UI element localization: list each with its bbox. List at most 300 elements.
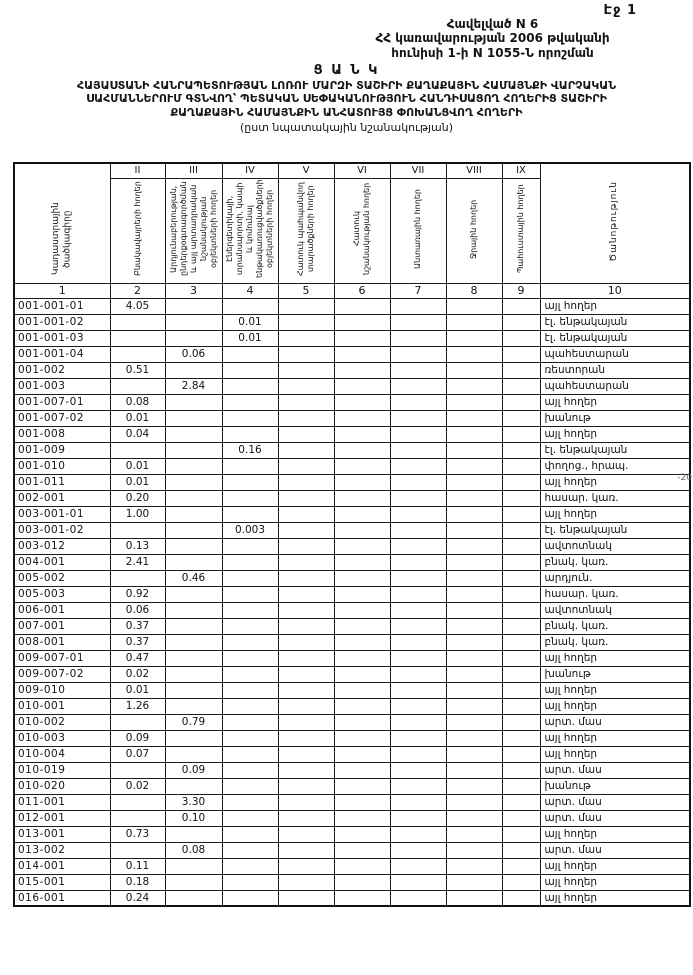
cadastral-code-cell: 005-003 bbox=[14, 586, 110, 602]
area-value-cell bbox=[446, 298, 502, 314]
area-value-cell bbox=[110, 762, 165, 778]
table-row bbox=[14, 570, 690, 586]
area-value-cell bbox=[390, 858, 446, 874]
area-value-cell bbox=[222, 586, 278, 602]
table-row bbox=[14, 602, 690, 618]
column-number: 9 bbox=[502, 283, 540, 298]
document-title-block bbox=[0, 63, 693, 134]
area-value-cell bbox=[222, 618, 278, 634]
area-value-cell bbox=[222, 826, 278, 842]
area-value-cell bbox=[222, 890, 278, 906]
area-value-cell: 0.003 bbox=[222, 522, 278, 538]
table-row bbox=[14, 538, 690, 554]
cadastral-code-cell: 001-009 bbox=[14, 442, 110, 458]
area-value-cell bbox=[110, 522, 165, 538]
area-value-cell bbox=[334, 554, 390, 570]
margin-annotation: -20 bbox=[677, 473, 692, 483]
area-value-cell bbox=[502, 778, 540, 794]
area-value-cell bbox=[165, 634, 222, 650]
cadastral-code-cell: 001-010 bbox=[14, 458, 110, 474]
area-value-cell bbox=[165, 394, 222, 410]
area-value-cell bbox=[390, 378, 446, 394]
area-value-cell bbox=[222, 842, 278, 858]
area-value-cell bbox=[278, 490, 334, 506]
area-value-cell bbox=[390, 458, 446, 474]
title-line: ՔԱՂԱՔԱՅԻՆ ՀԱՄԱՅՆՔԻՆ ԱՆՀԱՏՈՒՅՑ ՓՈԽԱՆՑՎՈՂ ՀՈՂԵՐԻ bbox=[170, 105, 523, 119]
area-value-cell bbox=[390, 298, 446, 314]
area-value-cell bbox=[278, 586, 334, 602]
table-row bbox=[14, 554, 690, 570]
area-value-cell bbox=[222, 874, 278, 890]
area-value-cell bbox=[502, 330, 540, 346]
area-value-cell bbox=[110, 842, 165, 858]
area-value-cell bbox=[165, 874, 222, 890]
cadastral-code-cell: 001-007-01 bbox=[14, 394, 110, 410]
area-value-cell: 0.46 bbox=[165, 570, 222, 586]
area-value-cell bbox=[502, 490, 540, 506]
area-value-cell bbox=[278, 634, 334, 650]
area-value-cell: 0.01 bbox=[110, 682, 165, 698]
area-value-cell bbox=[165, 602, 222, 618]
area-value-cell bbox=[446, 714, 502, 730]
title-line: ՍԱՀՄԱՆՆԵՐՈՒՄ ԳՏՆՎՈՂ՝ ՊԵՏԱԿԱՆ ՍԵՓԱԿԱՆՈՒԹՅՈՒՆ ՀԱՆԴԻՍԱՑՈՂ ՀՈՂԵՐԻՑ ՏԱՇԻՐԻ bbox=[86, 92, 607, 106]
area-value-cell bbox=[165, 778, 222, 794]
area-value-cell: 0.10 bbox=[165, 810, 222, 826]
note-cell: ավտոտնակ bbox=[540, 538, 690, 554]
area-value-cell: 0.01 bbox=[222, 330, 278, 346]
table-row bbox=[14, 810, 690, 826]
area-value-cell bbox=[334, 538, 390, 554]
area-value-cell bbox=[222, 298, 278, 314]
cadastral-code-cell: 001-001-01 bbox=[14, 298, 110, 314]
area-value-cell bbox=[502, 746, 540, 762]
note-cell: արտ. մաս bbox=[540, 794, 690, 810]
column-header-industrial-lands: Արդյունաբերության, ընդերքօգտագործման և այլ արտադրական նշանակության օբյեկտների հողեր bbox=[165, 178, 222, 283]
area-value-cell bbox=[502, 602, 540, 618]
note-cell: արտ. մաս bbox=[540, 810, 690, 826]
area-value-cell bbox=[390, 538, 446, 554]
area-value-cell bbox=[446, 874, 502, 890]
area-value-cell bbox=[446, 618, 502, 634]
area-value-cell bbox=[165, 730, 222, 746]
area-value-cell bbox=[222, 714, 278, 730]
area-value-cell bbox=[222, 458, 278, 474]
area-value-cell bbox=[502, 426, 540, 442]
area-value-cell bbox=[110, 794, 165, 810]
area-value-cell: 0.01 bbox=[110, 474, 165, 490]
area-value-cell bbox=[502, 378, 540, 394]
area-value-cell bbox=[334, 730, 390, 746]
area-value-cell bbox=[334, 794, 390, 810]
area-value-cell bbox=[278, 810, 334, 826]
area-value-cell bbox=[278, 410, 334, 426]
area-value-cell bbox=[446, 730, 502, 746]
area-value-cell bbox=[165, 650, 222, 666]
area-value-cell bbox=[446, 890, 502, 906]
cadastral-code-cell: 013-002 bbox=[14, 842, 110, 858]
area-value-cell bbox=[110, 346, 165, 362]
area-value-cell bbox=[390, 330, 446, 346]
area-value-cell bbox=[165, 890, 222, 906]
area-value-cell bbox=[165, 522, 222, 538]
table-row bbox=[14, 378, 690, 394]
area-value-cell bbox=[390, 474, 446, 490]
area-value-cell: 0.09 bbox=[165, 762, 222, 778]
area-value-cell bbox=[278, 826, 334, 842]
area-value-cell bbox=[165, 746, 222, 762]
roman-numeral: VIII bbox=[446, 163, 502, 178]
cadastral-code-cell: 005-002 bbox=[14, 570, 110, 586]
area-value-cell bbox=[334, 810, 390, 826]
area-value-cell bbox=[165, 410, 222, 426]
note-cell: ռեստորան bbox=[540, 362, 690, 378]
area-value-cell bbox=[446, 426, 502, 442]
area-value-cell bbox=[502, 570, 540, 586]
area-value-cell bbox=[222, 602, 278, 618]
area-value-cell bbox=[390, 346, 446, 362]
note-cell: ավտոտնակ bbox=[540, 602, 690, 618]
column-number: 4 bbox=[222, 283, 278, 298]
area-value-cell bbox=[222, 794, 278, 810]
area-value-cell bbox=[110, 378, 165, 394]
area-value-cell bbox=[278, 298, 334, 314]
area-value-cell bbox=[278, 362, 334, 378]
area-value-cell bbox=[390, 746, 446, 762]
area-value-cell bbox=[222, 346, 278, 362]
area-value-cell bbox=[278, 458, 334, 474]
area-value-cell bbox=[390, 666, 446, 682]
area-value-cell: 0.92 bbox=[110, 586, 165, 602]
cadastral-code-cell: 001-001-03 bbox=[14, 330, 110, 346]
cadastral-code-cell: 009-007-01 bbox=[14, 650, 110, 666]
title-subtitle: (ըստ նպատակային նշանակության) bbox=[239, 121, 454, 135]
area-value-cell bbox=[334, 618, 390, 634]
area-value-cell bbox=[222, 634, 278, 650]
area-value-cell bbox=[165, 858, 222, 874]
area-value-cell bbox=[165, 426, 222, 442]
area-value-cell bbox=[222, 650, 278, 666]
table-row bbox=[14, 442, 690, 458]
area-value-cell bbox=[446, 410, 502, 426]
note-cell: այլ հողեր bbox=[540, 746, 690, 762]
area-value-cell bbox=[278, 650, 334, 666]
cadastral-code-cell: 008-001 bbox=[14, 634, 110, 650]
area-value-cell bbox=[334, 474, 390, 490]
area-value-cell bbox=[390, 890, 446, 906]
area-value-cell bbox=[278, 602, 334, 618]
column-header-settlement-lands: Բնակավայրերի հողեր bbox=[110, 178, 165, 283]
area-value-cell bbox=[334, 442, 390, 458]
area-value-cell bbox=[334, 506, 390, 522]
area-value-cell bbox=[278, 442, 334, 458]
cadastral-code-cell: 010-003 bbox=[14, 730, 110, 746]
area-value-cell bbox=[502, 554, 540, 570]
column-header-forest-lands: Անտառային հողեր bbox=[390, 178, 446, 283]
area-value-cell: 3.30 bbox=[165, 794, 222, 810]
area-value-cell bbox=[502, 858, 540, 874]
area-value-cell bbox=[110, 714, 165, 730]
cadastral-code-cell: 009-010 bbox=[14, 682, 110, 698]
area-value-cell: 0.04 bbox=[110, 426, 165, 442]
area-value-cell bbox=[502, 618, 540, 634]
area-value-cell bbox=[390, 634, 446, 650]
area-value-cell bbox=[334, 746, 390, 762]
area-value-cell bbox=[222, 362, 278, 378]
area-value-cell bbox=[165, 362, 222, 378]
note-cell: այլ հողեր bbox=[540, 826, 690, 842]
column-header-note bbox=[540, 163, 690, 283]
column-number: 10 bbox=[540, 283, 690, 298]
area-value-cell bbox=[446, 378, 502, 394]
note-cell: արտ. մաս bbox=[540, 714, 690, 730]
area-value-cell bbox=[446, 522, 502, 538]
area-value-cell bbox=[278, 618, 334, 634]
area-value-cell bbox=[278, 506, 334, 522]
area-value-cell bbox=[502, 586, 540, 602]
table-row bbox=[14, 826, 690, 842]
area-value-cell bbox=[446, 794, 502, 810]
area-value-cell bbox=[222, 394, 278, 410]
area-value-cell bbox=[502, 714, 540, 730]
area-value-cell: 0.24 bbox=[110, 890, 165, 906]
area-value-cell bbox=[165, 538, 222, 554]
cadastral-code-cell: 012-001 bbox=[14, 810, 110, 826]
area-value-cell bbox=[502, 794, 540, 810]
area-value-cell bbox=[110, 314, 165, 330]
column-header-reserve-lands: Պահուստային հողեր bbox=[502, 178, 540, 283]
cadastral-code-cell: 016-001 bbox=[14, 890, 110, 906]
area-value-cell bbox=[446, 314, 502, 330]
area-value-cell bbox=[446, 442, 502, 458]
area-value-cell bbox=[334, 522, 390, 538]
column-number: 8 bbox=[446, 283, 502, 298]
cadastral-code-cell: 003-012 bbox=[14, 538, 110, 554]
table-row bbox=[14, 346, 690, 362]
cadastral-code-cell: 014-001 bbox=[14, 858, 110, 874]
cadastral-code-cell: 009-007-02 bbox=[14, 666, 110, 682]
area-value-cell bbox=[165, 474, 222, 490]
area-value-cell bbox=[390, 618, 446, 634]
cadastral-code-cell: 015-001 bbox=[14, 874, 110, 890]
note-cell: խանութ bbox=[540, 410, 690, 426]
area-value-cell bbox=[390, 842, 446, 858]
column-number: 5 bbox=[278, 283, 334, 298]
note-cell: էլ. ենթակայան bbox=[540, 522, 690, 538]
note-cell: հասար. կառ. bbox=[540, 586, 690, 602]
area-value-cell bbox=[165, 826, 222, 842]
note-cell: խանութ bbox=[540, 778, 690, 794]
area-value-cell bbox=[278, 554, 334, 570]
area-value-cell bbox=[222, 858, 278, 874]
area-value-cell bbox=[165, 330, 222, 346]
area-value-cell bbox=[446, 554, 502, 570]
note-cell: այլ հողեր bbox=[540, 874, 690, 890]
area-value-cell bbox=[278, 330, 334, 346]
cadastral-code-cell: 010-020 bbox=[14, 778, 110, 794]
area-value-cell bbox=[334, 586, 390, 602]
table-row bbox=[14, 330, 690, 346]
table-row bbox=[14, 698, 690, 714]
area-value-cell bbox=[334, 602, 390, 618]
area-value-cell bbox=[390, 602, 446, 618]
area-value-cell: 0.06 bbox=[110, 602, 165, 618]
table-row bbox=[14, 490, 690, 506]
annex-line: Հավելված N 6 bbox=[446, 17, 539, 31]
note-cell: էլ. ենթակայան bbox=[540, 442, 690, 458]
note-cell: էլ. ենթակայան bbox=[540, 330, 690, 346]
area-value-cell bbox=[446, 506, 502, 522]
area-value-cell: 0.02 bbox=[110, 778, 165, 794]
area-value-cell bbox=[110, 810, 165, 826]
area-value-cell bbox=[446, 490, 502, 506]
area-value-cell: 0.37 bbox=[110, 618, 165, 634]
area-value-cell bbox=[165, 554, 222, 570]
area-value-cell: 0.01 bbox=[222, 314, 278, 330]
cadastral-code-cell: 001-002 bbox=[14, 362, 110, 378]
area-value-cell bbox=[502, 810, 540, 826]
area-value-cell: 0.13 bbox=[110, 538, 165, 554]
note-cell: այլ հողեր bbox=[540, 890, 690, 906]
roman-numeral: II bbox=[110, 163, 165, 178]
page-number-label: Էջ 1 bbox=[603, 3, 637, 18]
column-number: 3 bbox=[165, 283, 222, 298]
area-value-cell bbox=[502, 538, 540, 554]
area-value-cell bbox=[502, 634, 540, 650]
table-row bbox=[14, 426, 690, 442]
area-value-cell bbox=[334, 458, 390, 474]
table-row bbox=[14, 794, 690, 810]
area-value-cell: 0.09 bbox=[110, 730, 165, 746]
area-value-cell bbox=[446, 330, 502, 346]
table-row bbox=[14, 890, 690, 906]
area-value-cell: 0.37 bbox=[110, 634, 165, 650]
area-value-cell: 0.79 bbox=[165, 714, 222, 730]
area-value-cell bbox=[502, 842, 540, 858]
area-value-cell: 0.07 bbox=[110, 746, 165, 762]
cadastral-code-cell: 006-001 bbox=[14, 602, 110, 618]
area-value-cell bbox=[222, 426, 278, 442]
area-value-cell bbox=[390, 426, 446, 442]
area-value-cell bbox=[334, 346, 390, 362]
area-value-cell bbox=[390, 506, 446, 522]
column-header-special-purpose-lands: Հատուկ նշանակության հողեր bbox=[334, 178, 390, 283]
cadastral-code-cell: 002-001 bbox=[14, 490, 110, 506]
cadastral-code-cell: 004-001 bbox=[14, 554, 110, 570]
area-value-cell bbox=[334, 410, 390, 426]
area-value-cell bbox=[502, 394, 540, 410]
area-value-cell bbox=[165, 490, 222, 506]
cadastral-code-cell: 003-001-02 bbox=[14, 522, 110, 538]
area-value-cell bbox=[278, 698, 334, 714]
area-value-cell bbox=[390, 826, 446, 842]
area-value-cell bbox=[446, 346, 502, 362]
area-value-cell bbox=[446, 474, 502, 490]
area-value-cell bbox=[502, 362, 540, 378]
area-value-cell bbox=[502, 682, 540, 698]
area-value-cell bbox=[502, 666, 540, 682]
area-value-cell bbox=[390, 490, 446, 506]
area-value-cell bbox=[446, 666, 502, 682]
area-value-cell bbox=[390, 522, 446, 538]
area-value-cell bbox=[165, 698, 222, 714]
note-cell: բնակ. կառ. bbox=[540, 634, 690, 650]
column-header-water-lands: Ջրային հողեր bbox=[446, 178, 502, 283]
area-value-cell: 1.26 bbox=[110, 698, 165, 714]
note-cell: արտ. մաս bbox=[540, 842, 690, 858]
area-value-cell: 0.08 bbox=[165, 842, 222, 858]
area-value-cell bbox=[334, 682, 390, 698]
table-row bbox=[14, 506, 690, 522]
area-value-cell bbox=[446, 842, 502, 858]
area-value-cell bbox=[165, 506, 222, 522]
area-value-cell bbox=[334, 362, 390, 378]
area-value-cell bbox=[165, 442, 222, 458]
area-value-cell bbox=[278, 682, 334, 698]
area-value-cell bbox=[278, 794, 334, 810]
area-value-cell bbox=[278, 394, 334, 410]
area-value-cell bbox=[334, 330, 390, 346]
table-row bbox=[14, 618, 690, 634]
area-value-cell bbox=[334, 298, 390, 314]
annex-line: ՀՀ կառավարության 2006 թվականի bbox=[375, 31, 610, 46]
area-value-cell bbox=[278, 346, 334, 362]
area-value-cell bbox=[446, 650, 502, 666]
area-value-cell bbox=[446, 538, 502, 554]
area-value-cell bbox=[446, 746, 502, 762]
area-value-cell bbox=[390, 730, 446, 746]
area-value-cell bbox=[390, 554, 446, 570]
note-cell: այլ հողեր bbox=[540, 650, 690, 666]
area-value-cell bbox=[278, 874, 334, 890]
area-value-cell bbox=[334, 890, 390, 906]
area-value-cell bbox=[502, 522, 540, 538]
area-value-cell: 0.06 bbox=[165, 346, 222, 362]
table-row bbox=[14, 714, 690, 730]
area-value-cell bbox=[446, 698, 502, 714]
note-cell: այլ հողեր bbox=[540, 426, 690, 442]
area-value-cell: 0.20 bbox=[110, 490, 165, 506]
area-value-cell: 0.18 bbox=[110, 874, 165, 890]
cadastral-code-cell: 001-008 bbox=[14, 426, 110, 442]
area-value-cell bbox=[390, 778, 446, 794]
land-transfer-table bbox=[13, 162, 691, 907]
table-row bbox=[14, 746, 690, 762]
area-value-cell bbox=[278, 474, 334, 490]
note-cell: այլ հողեր bbox=[540, 394, 690, 410]
table-row bbox=[14, 842, 690, 858]
area-value-cell bbox=[502, 346, 540, 362]
roman-numeral: VII bbox=[390, 163, 446, 178]
area-value-cell: 0.16 bbox=[222, 442, 278, 458]
area-value-cell bbox=[390, 314, 446, 330]
area-value-cell bbox=[334, 634, 390, 650]
area-value-cell bbox=[165, 618, 222, 634]
table-row bbox=[14, 730, 690, 746]
note-cell: այլ հողեր bbox=[540, 698, 690, 714]
table-row bbox=[14, 522, 690, 538]
area-value-cell bbox=[334, 314, 390, 330]
note-cell: այլ հողեր bbox=[540, 730, 690, 746]
note-cell: այլ հողեր bbox=[540, 506, 690, 522]
area-value-cell bbox=[222, 730, 278, 746]
area-value-cell: 2.84 bbox=[165, 378, 222, 394]
note-cell: բնակ. կառ. bbox=[540, 554, 690, 570]
area-value-cell bbox=[222, 378, 278, 394]
area-value-cell bbox=[334, 778, 390, 794]
area-value-cell bbox=[278, 314, 334, 330]
area-value-cell bbox=[390, 794, 446, 810]
note-cell: արդյուն. bbox=[540, 570, 690, 586]
